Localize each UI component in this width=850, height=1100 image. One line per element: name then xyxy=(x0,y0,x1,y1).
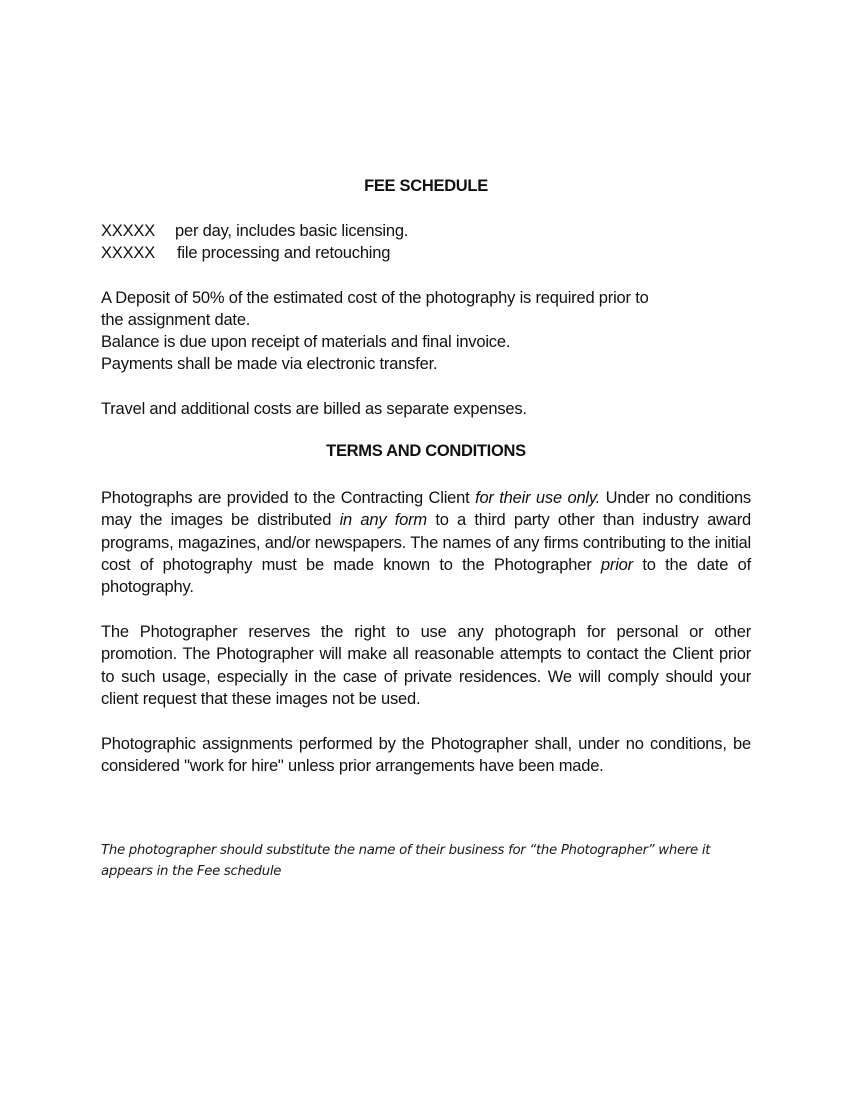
footnote: The photographer should substitute the name of their business for “the Photographer” where it appears in the Fee schedule xyxy=(101,843,711,879)
payment-line: Payments shall be made via electronic transfer. xyxy=(101,355,438,373)
payment-line: Balance is due upon receipt of materials and final invoice. xyxy=(101,333,511,351)
payment-line: the assignment date. xyxy=(101,311,251,329)
text-run: Photographs are provided to the Contracting Client xyxy=(101,489,476,507)
text-run: to a third party other than industry award programs, magazines, and/or newspapers. The names of any firms contributing to the initial cost of photography must be made known to the Photographer xyxy=(101,511,752,574)
emphasis-text: for their use only. xyxy=(475,489,601,507)
travel-note: Travel and additional costs are billed as separate expenses. xyxy=(101,400,527,418)
fee-schedule-heading: FEE SCHEDULE xyxy=(364,177,488,195)
text-run: to the date of photography. xyxy=(101,555,751,597)
fee-code: XXXXX xyxy=(101,244,156,262)
terms-paragraph-promotion: The Photographer reserves the right to use any photograph for personal or other promotion. The Photographer will make all reasonable attempts to contact the Client prior to such usage, especially in the case of private residences. We will comply should your client request that these images not be used. xyxy=(101,623,751,708)
text-run: Under no conditions may the images be distributed xyxy=(101,489,751,530)
emphasis-text: in any form xyxy=(339,511,427,530)
terms-heading: TERMS AND CONDITIONS xyxy=(326,442,526,460)
fee-description: per day, includes basic licensing. xyxy=(175,222,409,240)
terms-paragraph-work-for-hire: Photographic assignments performed by the Photographer shall, under no conditions, be considered "work for hire" unless prior arrangements have been made. xyxy=(101,735,751,776)
fee-code: XXXXX xyxy=(101,222,156,240)
emphasis-text: prior xyxy=(600,555,633,574)
fee-description: file processing and retouching xyxy=(177,244,391,262)
fee-item xyxy=(101,244,390,263)
payment-line: A Deposit of 50% of the estimated cost of the photography is required prior to xyxy=(101,289,649,307)
fee-item xyxy=(101,222,408,241)
terms-paragraph-usage xyxy=(101,487,751,598)
